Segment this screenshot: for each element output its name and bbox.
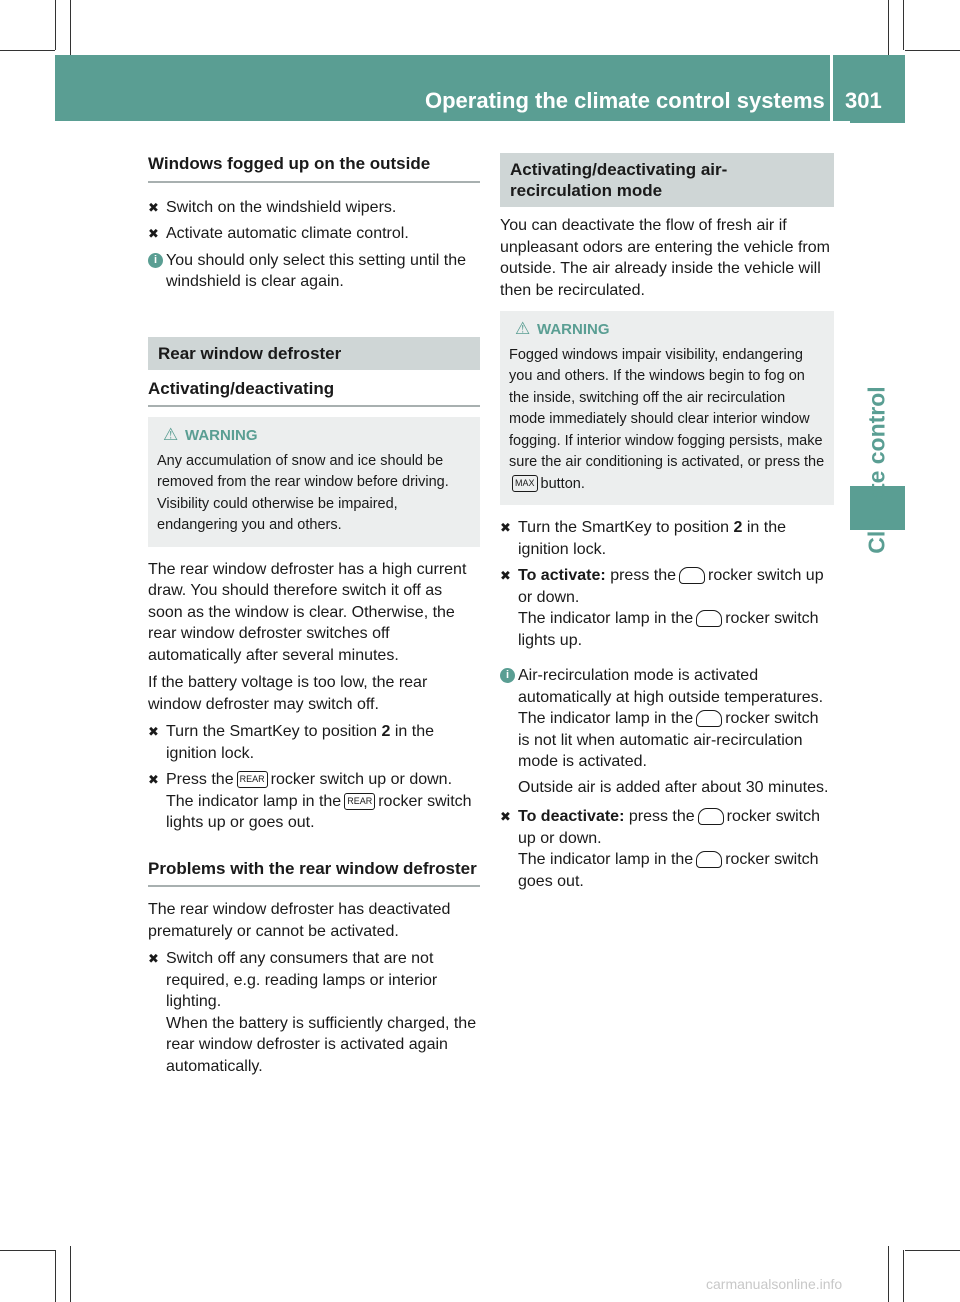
- page-number: 301: [845, 88, 882, 113]
- list-item: ✖ Activate automatic climate control.: [148, 223, 480, 245]
- rear-defroster-icon: REAR: [344, 793, 375, 810]
- warning-title: ⚠ WARNING: [163, 425, 258, 444]
- list-item: ✖ To deactivate: press the rocker switch up or down. The indicator lamp in the rocker switch goes out.: [500, 808, 821, 890]
- crop-mark: [903, 1250, 904, 1302]
- info-note: i You should only select this setting until the windshield is clear again.: [148, 250, 480, 293]
- arrow-icon: ✖: [148, 951, 159, 966]
- warning-title: ⚠ WARNING: [515, 319, 610, 338]
- warning-text: Any accumulation of snow and ice should be removed from the rear window before driving. Visibility could otherwise be impaired, endangering you and others.: [157, 452, 449, 533]
- crop-mark: [0, 50, 55, 51]
- arrow-icon: ✖: [500, 809, 511, 824]
- crop-mark: [55, 0, 56, 50]
- paragraph: The rear window defroster has deactivated prematurely or cannot be activated.: [148, 901, 451, 940]
- side-tab-top: [850, 121, 905, 123]
- section-heading: Rear window defroster: [148, 337, 480, 370]
- info-note: i Air-recirculation mode is activated automatically at high outside temperatures. The indicator lamp in the rocker switch is not lit when automatic air-recirculation mode is activated. Outside air is added after about 30 minutes.: [500, 665, 834, 798]
- air-recirculation-icon: [696, 610, 722, 627]
- section-heading: Problems with the rear window defroster: [148, 858, 480, 888]
- warning-icon: ⚠: [515, 319, 531, 338]
- crop-mark: [70, 0, 71, 55]
- warning-box: [148, 417, 480, 547]
- rear-defroster-icon: REAR: [237, 771, 268, 788]
- list-item: ✖ Switch on the windshield wipers.: [148, 197, 480, 219]
- air-recirculation-icon: [679, 567, 705, 584]
- crop-mark: [70, 1246, 71, 1302]
- section-heading: Activating/deactivating air-recirculation mode: [500, 153, 834, 207]
- paragraph: You can deactivate the flow of fresh air if unpleasant odors are entering the vehicle from outside. The air already inside the vehicle will then be recirculated.: [500, 217, 830, 299]
- arrow-icon: ✖: [148, 724, 159, 739]
- left-column: [148, 153, 480, 1077]
- section-heading: Windows fogged up on the outside: [148, 153, 480, 183]
- max-defrost-icon: MAX: [512, 475, 538, 492]
- info-icon: i: [500, 668, 515, 683]
- page-header-title: Operating the climate control systems: [425, 88, 825, 113]
- warning-text: Fogged windows impair visibility, endangering you and others. If the windows begin to fog on the inside, switching off the air recirculation mode immediately should clear interior window fogging. If interior window fogging persists, make sure the air conditioning is activated, or press theMAX button.: [509, 346, 825, 492]
- subsection-heading: Activating/deactivating: [148, 378, 480, 408]
- arrow-icon: ✖: [148, 199, 159, 215]
- list-item: ✖ Press the REAR rocker switch up or down. The indicator lamp in the REAR rocker switch lights up or goes out.: [148, 771, 472, 831]
- right-column: [500, 153, 834, 892]
- arrow-icon: ✖: [500, 568, 511, 583]
- warning-box: [500, 311, 834, 505]
- list-item: ✖ To activate: press the rocker switch up or down. The indicator lamp in the rocker switch lights up.: [500, 567, 824, 649]
- crop-mark: [0, 1250, 55, 1251]
- arrow-icon: ✖: [148, 226, 159, 241]
- paragraph: If the battery voltage is too low, the rear window defroster may switch off.: [148, 674, 428, 713]
- crop-mark: [888, 0, 889, 55]
- warning-icon: ⚠: [163, 425, 179, 444]
- air-recirculation-icon: [696, 710, 722, 727]
- crop-mark: [905, 1250, 960, 1251]
- list-item: ✖ Turn the SmartKey to position 2 in the ignition lock.: [148, 723, 435, 762]
- crop-mark: [903, 0, 904, 50]
- info-icon: i: [148, 253, 163, 268]
- crop-mark: [905, 50, 960, 51]
- arrow-icon: ✖: [500, 520, 511, 535]
- side-section-label: Climate control: [863, 386, 890, 554]
- paragraph: The rear window defroster has a high current draw. You should therefore switch it off as soon as the window is clear. Otherwise, the rear window defroster switches off automatically after several minutes.: [148, 560, 467, 664]
- arrow-icon: ✖: [148, 772, 159, 787]
- crop-mark: [888, 1246, 889, 1302]
- air-recirculation-icon: [696, 851, 722, 868]
- list-item: ✖ Turn the SmartKey to position 2 in the ignition lock.: [500, 519, 787, 558]
- header-divider: [830, 55, 833, 121]
- watermark: carmanualsonline.info: [706, 1276, 843, 1292]
- crop-mark: [55, 1250, 56, 1302]
- list-item: ✖ Switch off any consumers that are not required, e.g. reading lamps or interior lighting. When the battery is sufficiently charged, the rear window defroster is activated again automatically.: [148, 950, 477, 1075]
- air-recirculation-icon: [698, 808, 724, 825]
